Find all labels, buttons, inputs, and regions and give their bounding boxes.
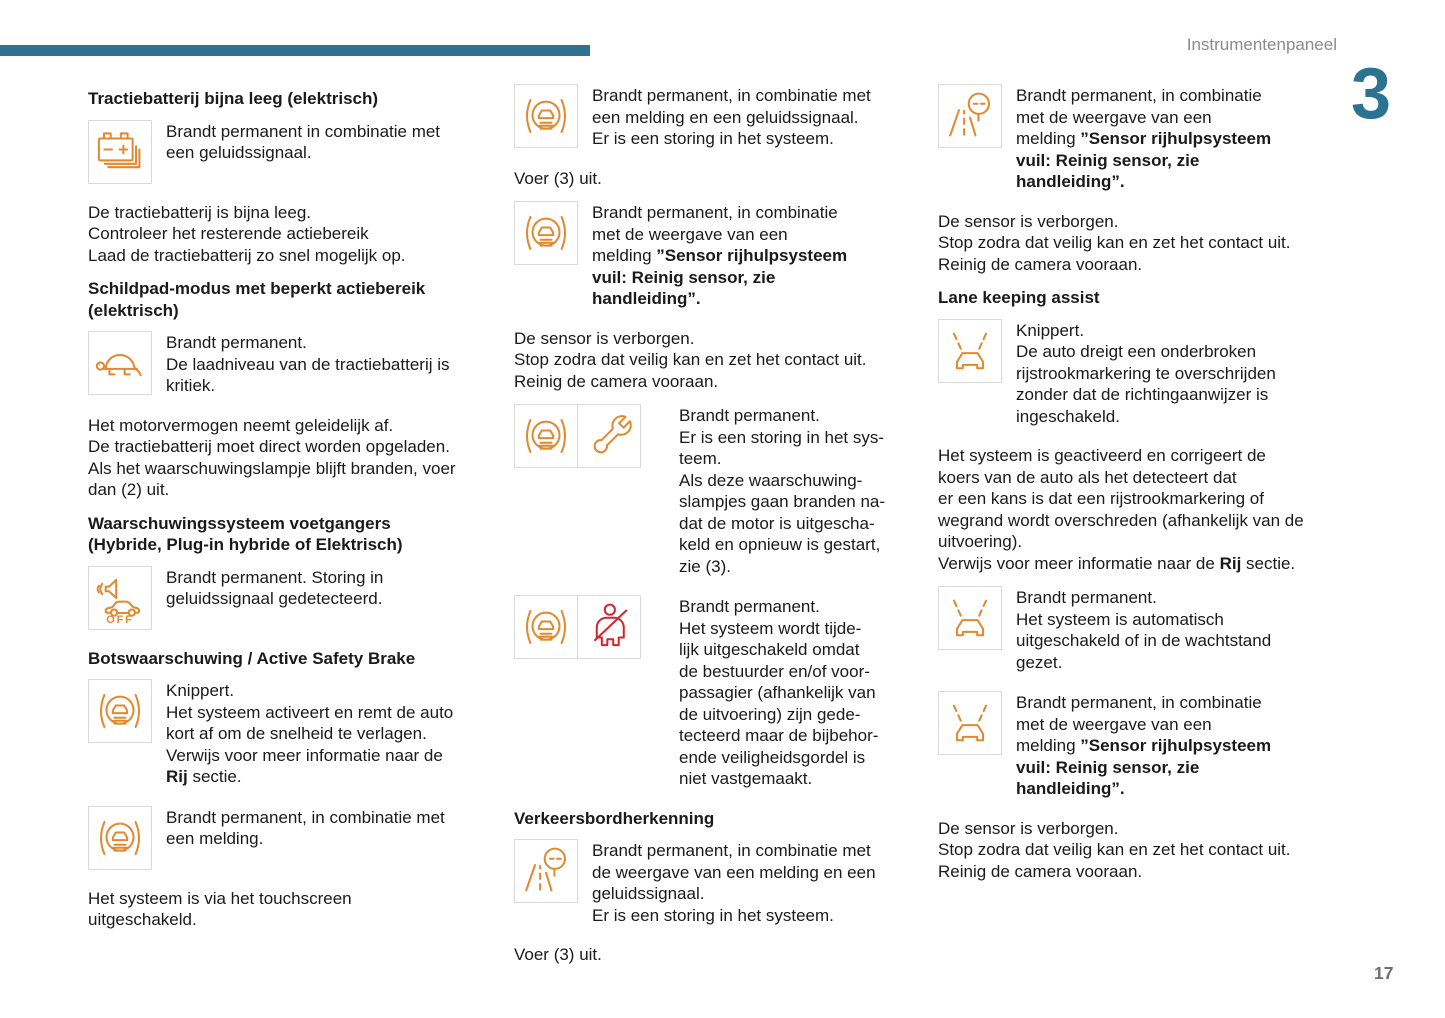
text-line: Waarschuwingssysteem voetgangers [88,513,391,533]
indicator-description [592,839,876,926]
chapter-number: 3 [1351,54,1392,134]
text-line: kort af om de snelheid te verlagen. [166,724,427,743]
warning-indicator-row [514,595,918,790]
section-heading [938,287,1342,309]
text-line: melding ”Sensor rijhulpsysteem [1016,129,1272,148]
indicator-description [679,595,878,790]
indicator-description [166,806,445,850]
text-line: teem. [679,449,722,468]
warning-lamp-icons [88,566,152,630]
text-line: Stop zodra dat veilig kan en zet het contact uit. [938,840,1291,859]
text-line: Verkeersbordherkenning [514,808,715,828]
indicator-description [1016,691,1271,800]
body-paragraph [938,445,1342,574]
text-line: passagier (afhankelijk van [679,683,876,702]
text-line: geluidssignaal. [592,884,705,903]
text-line: De sensor is verborgen. [938,818,1119,838]
text-line: Voer (3) uit. [514,168,602,188]
text-line: Schildpad-modus met beperkt actiebereik [88,279,426,298]
column-2 [514,84,918,978]
text-line: De laadniveau van de tractiebatterij is [166,354,450,374]
warning-lamp-box [88,806,152,870]
warning-lamp-box [514,84,578,148]
body-paragraph [514,944,918,966]
text-line: geluidssignaal gedetecteerd. [166,589,383,608]
text-line: kritiek. [166,376,216,395]
section-heading [514,808,918,830]
warning-lamp-icons [514,839,578,903]
text-line: Het motorvermogen neemt geleidelijk af. [88,415,394,435]
warning-lamp-icons [938,691,1002,755]
warning-lamp-icons [88,679,152,743]
body-paragraph [938,211,1342,276]
text-line: de uitvoering) zijn gede- [679,704,861,724]
brake-warning-icon [519,600,573,654]
brake-warning-icon [93,811,147,865]
text-line: Brandt permanent, in combinatie met [592,841,871,860]
warning-lamp-box [514,595,578,659]
text-line: melding ”Sensor rijhulpsysteem [592,246,848,265]
text-line: zonder dat de richtingaanwijzer is [1016,385,1269,404]
text-line: Brandt permanent. [679,406,820,425]
warning-lamp-icons [514,404,641,468]
lane-keeping-icon [943,324,997,378]
text-line: Brandt permanent in combinatie met [166,121,441,141]
lane-keeping-icon [943,696,997,750]
battery-icon [93,125,147,179]
text-line: ingeschakeld. [1016,406,1120,426]
warning-lamp-icons [938,586,1002,650]
text-line: een melding en een geluidssignaal. [592,107,859,127]
warning-indicator-row [514,201,918,310]
warning-lamp-icons [514,201,578,265]
column-1 [88,84,492,943]
warning-lamp-icons [938,84,1002,148]
section-heading [88,648,492,670]
brake-warning-icon [519,89,573,143]
body-paragraph [514,328,918,393]
text-line: Stop zodra dat veilig kan en zet het contact uit. [938,233,1291,252]
text-line: handleiding”. [1016,779,1125,798]
section-heading [88,88,492,110]
warning-indicator-row [938,84,1342,193]
text-line: De tractiebatterij moet direct worden opgeladen. [88,437,450,456]
text-line: Brandt permanent. [679,597,820,616]
text-line: Brandt permanent, in combinatie met [166,807,445,827]
text-line: Verwijs voor meer informatie naar de Rij sectie. [938,553,1296,573]
text-line: handleiding”. [1016,172,1125,191]
warning-lamp-box [938,586,1002,650]
body-paragraph [514,168,918,190]
text-line: ende veiligheidsgordel is [679,747,866,767]
text-line: Rij sectie. [166,767,242,786]
text-line: vuil: Reinig sensor, zie [1016,757,1200,777]
wrench-icon [582,409,636,463]
turtle-icon [93,336,147,390]
text-line: Brandt permanent. Storing in [166,567,384,587]
text-line: Controleer het resterende actiebereik [88,224,369,243]
page-number: 17 [1374,963,1394,983]
text-line: Brandt permanent, in combinatie [1016,693,1262,712]
text-line: Er is een storing in het sys- [679,427,885,447]
text-line: Er is een storing in het systeem. [592,905,834,925]
brake-warning-icon [519,206,573,260]
brake-warning-icon [93,684,147,738]
text-line: De auto dreigt een onderbroken [1016,342,1257,361]
warning-lamp-box [514,839,578,903]
text-line: Stop zodra dat veilig kan en zet het contact uit. [514,350,867,369]
warning-lamp-box [88,331,152,395]
indicator-description [1016,319,1276,428]
text-line: Het systeem activeert en remt de auto [166,702,454,722]
brake-warning-icon [519,409,573,463]
text-line: Reinig de camera vooraan. [938,861,1143,881]
warning-indicator-row [88,806,492,870]
text-line: dat de motor is uitgescha- [679,513,875,533]
text-line: de bestuurder en/of voor- [679,661,870,681]
text-line: wegrand wordt overschreden (afhankelijk van de [938,510,1304,530]
text-line: rijstrookmarkering te overschrijden [1016,363,1276,383]
text-line: Reinig de camera vooraan. [938,254,1143,274]
warning-indicator-row [514,839,918,926]
text-line: Laad de tractiebatterij zo snel mogelijk op. [88,245,406,265]
text-line: uitgeschakeld. [88,910,197,929]
warning-indicator-row [88,679,492,788]
text-line: Er is een storing in het systeem. [592,129,834,148]
body-paragraph [88,888,492,931]
text-line: De sensor is verborgen. [938,211,1119,231]
warning-lamp-box [88,120,152,184]
warning-lamp-icons [938,319,1002,383]
warning-lamp-icons [88,120,152,184]
text-line: Tractiebatterij bijna leeg (elektrisch) [88,89,379,108]
section-heading [88,513,492,556]
indicator-description [166,120,440,164]
section-heading [88,278,492,321]
warning-indicator-row [514,404,918,577]
indicator-description [166,566,383,610]
text-line: Verwijs voor meer informatie naar de [166,745,443,765]
body-paragraph [88,415,492,501]
page-header-title: Instrumentenpaneel [1186,35,1337,54]
text-line: (elektrisch) [88,300,179,320]
text-line: een geluidssignaal. [166,143,312,162]
warning-lamp-box [577,404,641,468]
text-line: een melding. [166,829,264,848]
text-line: slampjes gaan branden na- [679,492,886,511]
indicator-description [592,201,847,310]
warning-lamp-box [938,319,1002,383]
seatbelt-reminder-icon [582,600,636,654]
warning-lamp-box [88,566,152,630]
indicator-description [166,679,453,788]
warning-lamp-box [938,691,1002,755]
text-line: zie (3). [679,556,731,576]
text-line: Brandt permanent. [166,333,307,352]
warning-indicator-row [88,566,492,630]
indicator-description [592,84,871,150]
warning-lamp-icons [514,84,578,148]
warning-indicator-row [88,120,492,184]
svg-text:OFF: OFF [106,613,134,625]
warning-lamp-icons [514,595,641,659]
warning-lamp-icons [88,331,152,395]
indicator-description [166,331,450,397]
lane-keeping-icon [943,591,997,645]
text-line: Brandt permanent, in combinatie met [592,86,871,105]
text-line: uitvoering). [938,532,1023,551]
text-line: uitgeschakeld of in de wachtstand [1016,631,1272,650]
warning-indicator-row [938,691,1342,800]
text-line: Botswaarschuwing / Active Safety Brake [88,648,416,668]
text-line: Knippert. [1016,320,1085,340]
warning-lamp-icons [88,806,152,870]
text-line: Als het waarschuwingslampje blijft branden, voer [88,458,456,478]
text-line: Voer (3) uit. [514,945,602,964]
text-line: Het systeem is via het touchscreen [88,888,352,908]
text-line: Brandt permanent, in combinatie [1016,86,1262,105]
driving-aid-sensor-icon [943,89,997,143]
warning-indicator-row [514,84,918,150]
column-3 [938,84,1342,894]
warning-indicator-row [88,331,492,397]
warning-indicator-row [938,319,1342,428]
text-line: handleiding”. [592,289,701,308]
text-line: met de weergave van een [1016,107,1212,127]
text-line: De sensor is verborgen. [514,328,695,348]
header-rule [0,45,590,56]
text-line: gezet. [1016,652,1063,672]
text-line: Reinig de camera vooraan. [514,371,719,391]
text-line: (Hybride, Plug-in hybride of Elektrisch) [88,535,403,554]
text-line: keld en opnieuw is gestart, [679,535,881,554]
text-line: met de weergave van een [592,224,788,244]
body-paragraph [938,818,1342,883]
body-paragraph [88,202,492,267]
text-line: Het systeem wordt tijde- [679,618,862,638]
text-line: tecteerd maar de bijbehor- [679,726,879,745]
indicator-description [1016,84,1271,193]
text-line: niet vastgemaakt. [679,769,813,788]
text-line: Het systeem is automatisch [1016,609,1224,629]
text-line: Knippert. [166,681,235,700]
warning-lamp-box [88,679,152,743]
text-line: dan (2) uit. [88,480,170,499]
text-line: er een kans is dat een rijstrookmarkering of [938,489,1264,508]
text-line: melding ”Sensor rijhulpsysteem [1016,736,1272,755]
text-line: De tractiebatterij is bijna leeg. [88,202,312,222]
indicator-description [1016,586,1271,673]
warning-indicator-row [938,586,1342,673]
text-line: vuil: Reinig sensor, zie [1016,150,1200,170]
indicator-description [679,404,885,577]
text-line: de weergave van een melding en een [592,862,876,882]
warning-lamp-box [514,201,578,265]
text-line: Brandt permanent. [1016,588,1157,607]
text-line: Lane keeping assist [938,288,1100,307]
warning-lamp-box [577,595,641,659]
pedestrian-warning-off-icon [93,571,147,625]
driving-aid-sensor-icon [519,844,573,898]
text-line: lijk uitgeschakeld omdat [679,640,860,659]
text-line: Het systeem is geactiveerd en corrigeert de [938,446,1266,465]
text-line: Brandt permanent, in combinatie [592,203,838,222]
warning-lamp-box [514,404,578,468]
text-line: vuil: Reinig sensor, zie [592,267,776,287]
text-line: koers van de auto als het detecteert dat [938,467,1237,487]
text-line: Als deze waarschuwing- [679,470,863,490]
warning-lamp-box [938,84,1002,148]
text-line: met de weergave van een [1016,714,1212,734]
